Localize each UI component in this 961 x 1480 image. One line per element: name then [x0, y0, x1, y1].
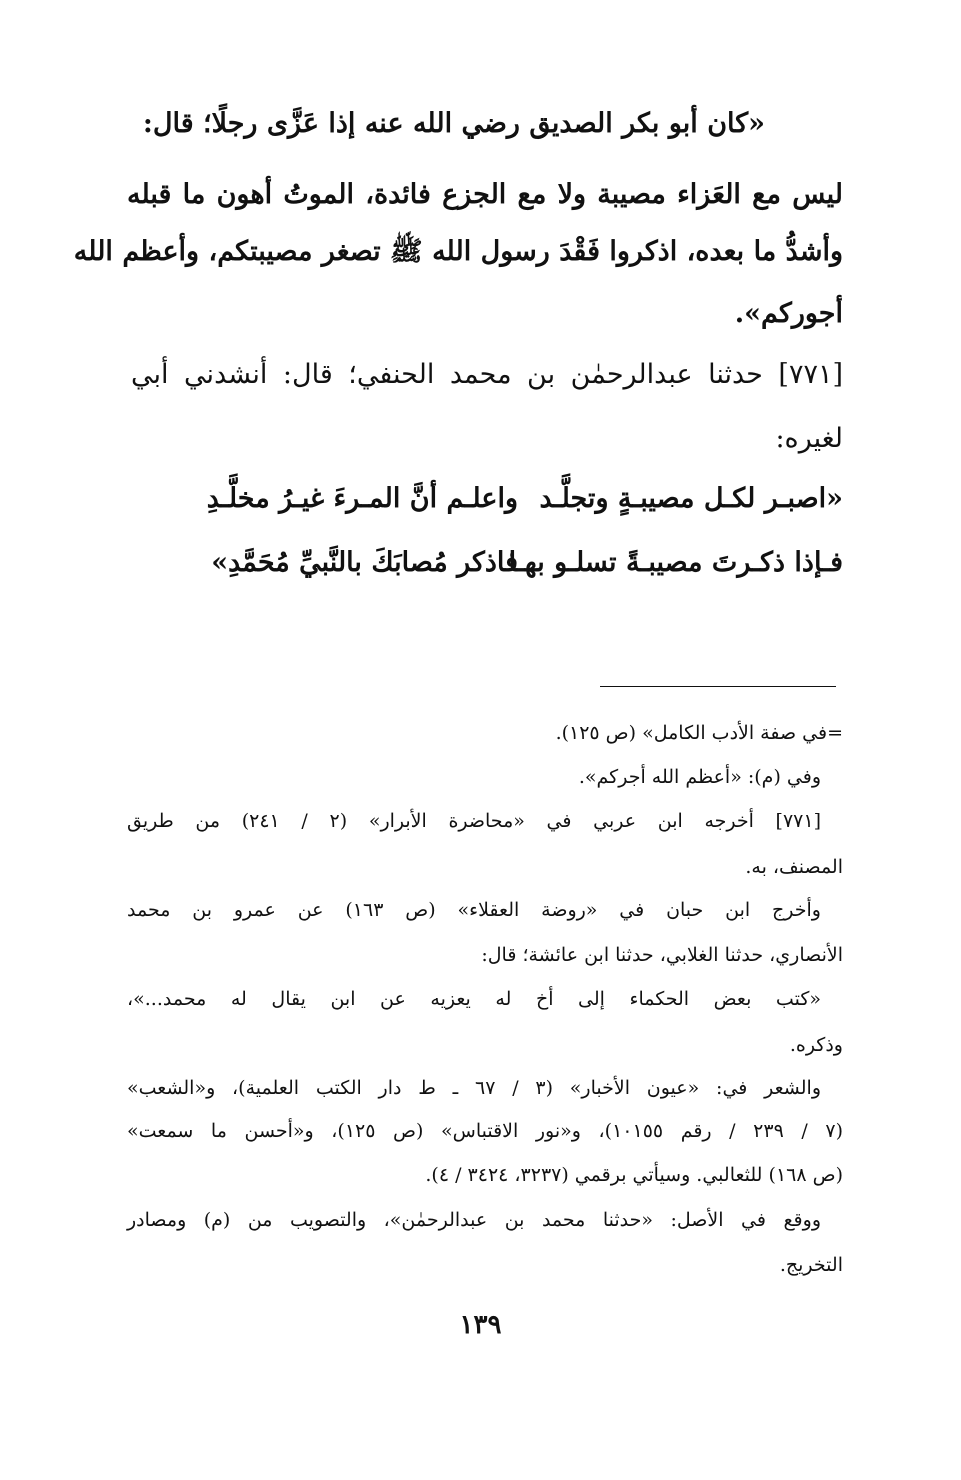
text-line-5: [٧٧١] حدثنا عبدالرحمٰن بن محمد الحنفي؛ قال: أنشدني أبي	[131, 359, 843, 390]
footnote-line-11: (ص ١٦٨) للثعالبي. وسيأتي برقمي (٣٢٣٧، ٣٤٢٤ / ٤).	[425, 1164, 843, 1186]
text-line-2: ليس مع العَزاء مصيبة ولا مع الجزع فائدة، الموتُ أهون ما قبله	[127, 179, 843, 210]
footnote-separator	[600, 686, 836, 687]
footnote-line-3: [٧٧١] أخرجه ابن عربي في «محاضرة الأبرار» (٢ / ٢٤١) من طريق	[127, 810, 822, 832]
footnote-line-2: وفي (م): «أعظم الله أجركم».	[578, 766, 821, 788]
text-line-1: «كان أبو بكر الصديق رضي الله عنه إذا عَزَّى رجلًا؛ قال:	[142, 108, 765, 139]
footnote-line-4: المصنف، به.	[745, 856, 843, 878]
poem-verse-1-second-hemistich: واعلـم أنَّ المـرءَ غيـرُ مخلَّـدِ	[206, 483, 518, 514]
footnote-line-9: والشعر في: «عيون الأخبار» (٣ / ٦٧ ـ ط دار الكتب العلمية)، و«الشعب»	[127, 1077, 821, 1099]
text-line-6: لغيره:	[775, 423, 843, 454]
footnote-line-10: (٧ / ٢٣٩ / رقم ١٠١٥٥)، و«نور الاقتباس» (ص ١٢٥)، و«أحسن ما سمعت»	[127, 1120, 844, 1142]
footnote-line-7: «كتب بعض الحكماء إلى أخ له يعزيه عن ابن يقال له محمد...»،	[127, 988, 821, 1010]
footnote-line-6: الأنصاري، حدثنا الغلابي، حدثنا ابن عائشة؛ قال:	[481, 944, 843, 966]
text-line-4: أجوركم».	[734, 298, 843, 329]
poem-verse-1-first-hemistich: «اصبـر لكـل مصيبـةٍ وتجلَّـد	[539, 483, 843, 514]
footnote-line-13: التخريج.	[779, 1254, 843, 1276]
footnote-line-5: وأخرج ابن حبان في «روضة العقلاء» (ص ١٦٣) عن عمرو بن محمد	[127, 899, 821, 921]
page-number: ١٣٩	[459, 1310, 502, 1340]
footnote-line-12: ووقع في الأصل: «حدثنا محمد بن عبدالرحمٰن»، والتصويب من (م) ومصادر	[127, 1209, 821, 1231]
poem-verse-2-second-hemistich: فاذكر مُصابَكَ بالنَّبيِّ مُحَمَّدِ»	[211, 547, 518, 578]
footnote-line-1: =في صفة الأدب الكامل» (ص ١٢٥).	[555, 722, 843, 744]
text-line-3: وأشدُّ ما بعده، اذكروا فَقْدَ رسول الله ﷺ تصغر مصيبتكم، وأعظم الله	[73, 236, 843, 267]
poem-verse-2-first-hemistich: فـإذا ذكـرتَ مصيبـةً تسلـو بهـا	[508, 547, 843, 578]
footnote-line-8: وذكره.	[789, 1034, 843, 1056]
